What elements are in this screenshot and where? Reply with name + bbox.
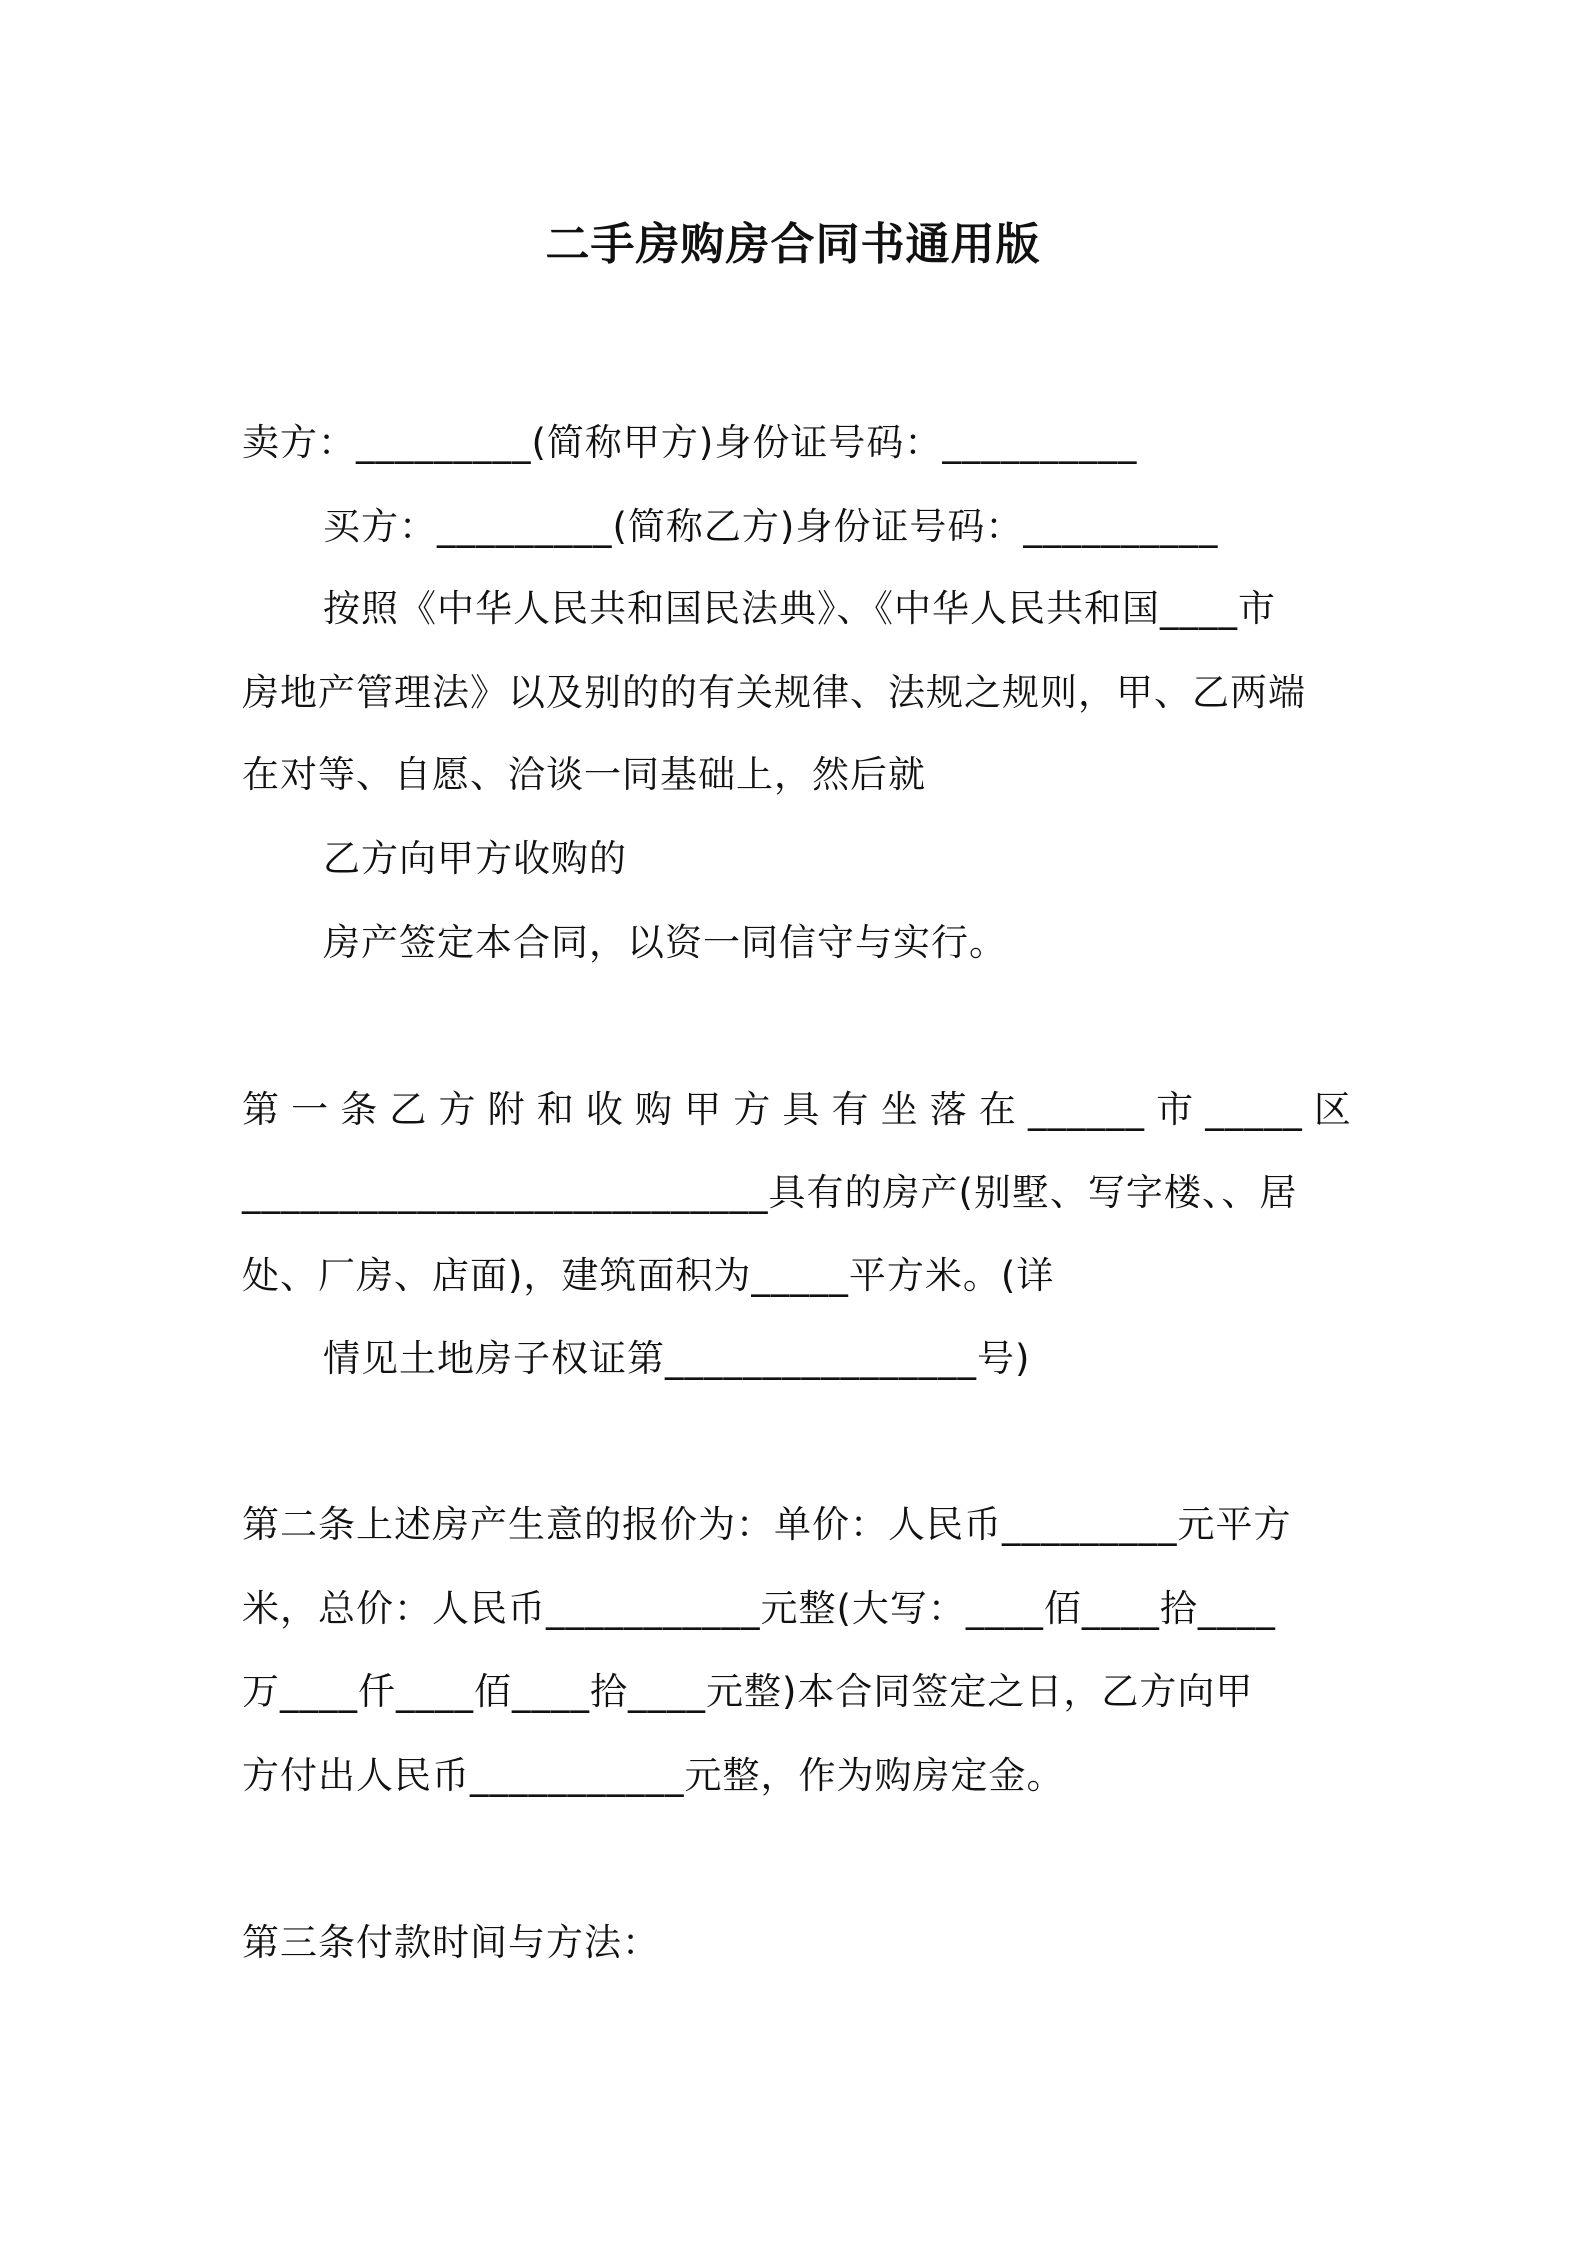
article-1-char: 乙 — [389, 1088, 428, 1131]
seller-line: 卖方：_________(简称甲方)身份证号码：__________ — [242, 421, 1138, 464]
preamble-line-4: 乙方向甲方收购的 — [323, 837, 627, 880]
article-1-char: 方 — [733, 1088, 772, 1131]
article-1-line-3: 处、厂房、店面)，建筑面积为_____平方米。(详 — [242, 1254, 1055, 1297]
article-1-blank: ______ — [1028, 1088, 1145, 1131]
article-1-char: 市 — [1156, 1088, 1195, 1131]
article-1-char: 具 — [782, 1088, 821, 1131]
preamble-line-5: 房产签定本合同，以资一同信守与实行。 — [323, 921, 1007, 964]
article-1-char: 一 — [291, 1088, 330, 1131]
preamble-line-2: 房地产管理法》以及别的的有关规律、法规之规则，甲、乙两端 — [242, 671, 1306, 714]
article-2-line-2: 米，总价：人民币___________元整(大写：____佰____拾____ — [242, 1587, 1276, 1630]
article-3-heading: 第三条付款时间与方法： — [242, 1921, 660, 1964]
article-1-char: 落 — [929, 1088, 968, 1131]
article-1-char: 条 — [340, 1088, 379, 1131]
buyer-line: 买方：_________(简称乙方)身份证号码：__________ — [323, 505, 1219, 548]
article-1-line-2: ___________________________具有的房产(别墅、写字楼、、居 — [242, 1171, 1298, 1214]
article-1-line-4: 情见土地房子权证第________________号) — [323, 1337, 1031, 1380]
preamble-line-1: 按照《中华人民共和国民法典》、《中华人民共和国____市 — [323, 587, 1276, 630]
article-1-char: 第 — [242, 1088, 280, 1131]
article-1-char: 方 — [438, 1088, 477, 1131]
article-1-char: 和 — [536, 1088, 575, 1131]
article-1-char: 收 — [585, 1088, 624, 1131]
article-1-char: 区 — [1313, 1088, 1352, 1131]
article-1-blank: _____ — [1205, 1088, 1303, 1131]
document-title: 二手房购房合同书通用版 — [545, 219, 1041, 270]
article-1-char: 附 — [487, 1088, 526, 1131]
preamble-line-3: 在对等、自愿、洽谈一同基础上，然后就 — [242, 753, 926, 796]
article-1-char: 在 — [978, 1088, 1017, 1131]
article-2-line-1: 第二条上述房产生意的报价为：单价：人民币_________元平方 — [242, 1503, 1292, 1546]
article-1-char: 坐 — [880, 1088, 919, 1131]
article-2-line-4: 方付出人民币___________元整，作为购房定金。 — [242, 1754, 1065, 1797]
article-1-char: 甲 — [684, 1088, 723, 1131]
article-1-char: 有 — [831, 1088, 870, 1131]
article-2-line-3: 万____仟____佰____拾____元整)本合同签定之日，乙方向甲 — [242, 1670, 1254, 1713]
article-1-char: 购 — [635, 1088, 673, 1131]
article-1-line-1 — [242, 1085, 1352, 1135]
